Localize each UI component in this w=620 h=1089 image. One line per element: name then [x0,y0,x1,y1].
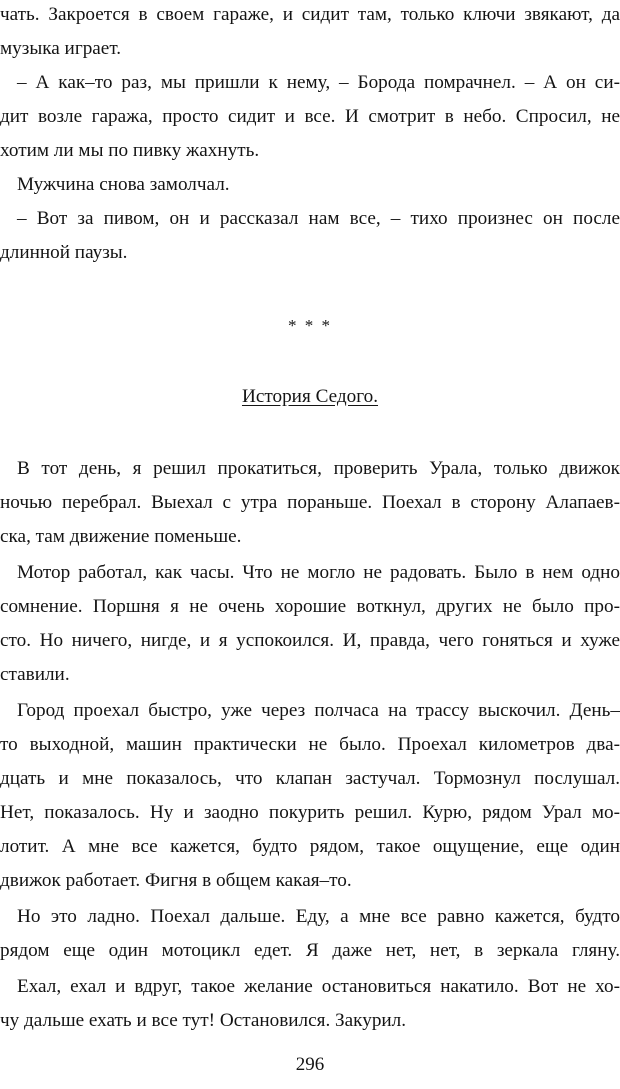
section-separator: * * * [288,316,332,335]
text-line: В тот день, я решил прокатиться, проверить Урала, только движок [17,458,620,479]
text-line: музыка играет. [0,38,122,59]
text-line: хотим ли мы по пивку жахнуть. [0,140,260,161]
text-line: – А как–то раз, мы пришли к нему, – Борода помрачнел. – А он си- [17,72,620,93]
text-line: ночью перебрал. Выехал с утра пораньше. Поехал в сторону Алапаев- [0,492,620,513]
chapter-heading [0,380,620,414]
text-line: Мужчина снова замолчал. [17,174,230,195]
text-line: – Вот за пивом, он и рассказал нам все, – тихо произнес он после [17,208,620,229]
text-line: Город проехал быстро, уже через полчаса на трассу выскочил. День– [17,700,620,721]
text-line: то выходной, машин практически не было. Проехал километров два- [0,734,620,755]
text-line: длинной паузы. [0,242,128,263]
page-number: 296 [295,1054,325,1075]
text-line: рядом еще один мотоцикл едет. Я даже нет, нет, в зеркала гляну. [0,940,620,961]
text-line: сомнение. Поршня я не очень хорошие воткнул, других не было про- [0,596,620,617]
text-line: ставили. [0,664,70,685]
text-line: лотит. А мне все кажется, будто рядом, такое ощущение, еще один [0,836,620,857]
text-line: сто. Но ничего, нигде, и я успокоился. И, правда, чего гоняться и хуже [0,630,620,651]
text-line: чу дальше ехать и все тут! Остановился. Закурил. [0,1010,407,1031]
text-line: Но это ладно. Поехал дальше. Еду, а мне все равно кажется, будто [17,906,620,927]
text-line: Ехал, ехал и вдруг, такое желание остановиться накатило. Вот не хо- [17,976,620,997]
text-line: движок работает. Фигня в общем какая–то. [0,870,352,891]
text-line: дцать и мне показалось, что клапан застучал. Тормознул послушал. [0,768,620,789]
chapter-heading-text: История Седого. [241,386,379,407]
text-line: Мотор работал, как часы. Что не могло не радовать. Было в нем одно [17,562,620,583]
text-line: дит возле гаража, просто сидит и все. И смотрит в небо. Спросил, не [0,106,620,127]
text-line: ска, там движение поменьше. [0,526,242,547]
text-line: Нет, показалось. Ну и заодно покурить решил. Курю, рядом Урал мо- [0,802,620,823]
text-line: чать. Закроется в своем гараже, и сидит там, только ключи звякают, да [0,4,620,25]
